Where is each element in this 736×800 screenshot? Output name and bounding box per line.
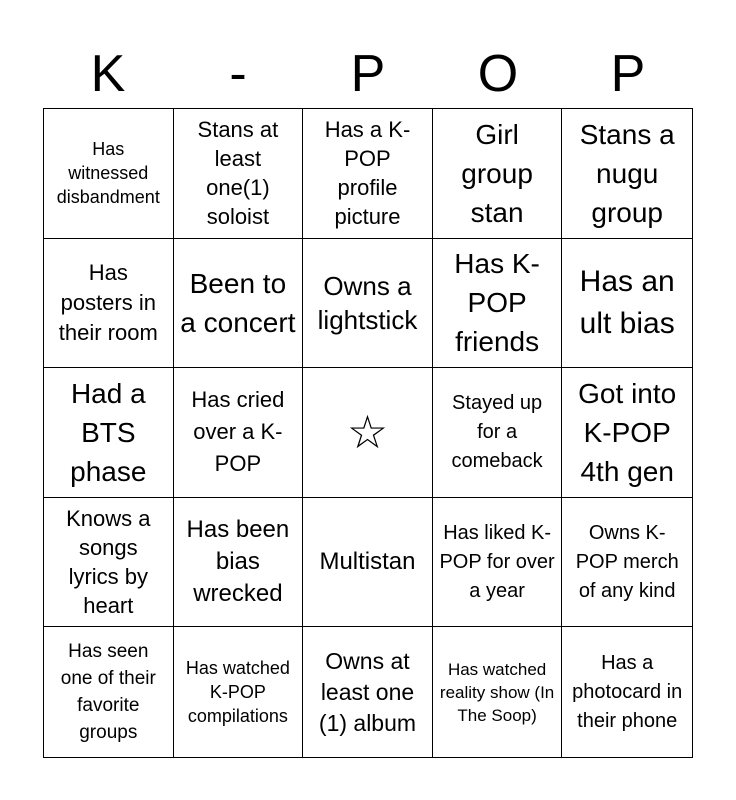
cell-label: Stayed up for a comeback [451, 391, 543, 472]
bingo-header [43, 40, 693, 108]
cell-label: Has watched reality show (In The Soop) [439, 659, 555, 725]
bingo-cell[interactable] [44, 498, 174, 628]
bingo-board [43, 108, 693, 758]
bingo-cell[interactable] [44, 109, 174, 239]
star-outline-icon: ☆ [346, 405, 389, 460]
cell-label: Got into K-POP 4th gen [578, 377, 677, 487]
bingo-cell[interactable] [44, 239, 174, 369]
bingo-cell[interactable] [303, 627, 433, 757]
cell-label: Multistan [319, 548, 416, 576]
bingo-cell[interactable] [562, 109, 692, 239]
cell-label: Has K-POP friends [454, 248, 540, 358]
cell-label: Knows a songs lyrics by heart [66, 506, 151, 619]
bingo-cell[interactable] [433, 239, 563, 369]
bingo-cell[interactable] [562, 239, 692, 369]
cell-label: Had a BTS phase [70, 377, 147, 487]
header-letter-o: O [477, 45, 519, 103]
cell-label: Has watched K-POP compilations [185, 658, 290, 727]
header-letter-p: P [350, 45, 386, 103]
bingo-cell[interactable] [303, 498, 433, 628]
cell-label: Has witnessed disbandment [56, 139, 160, 208]
bingo-cell[interactable] [303, 239, 433, 369]
cell-label: Has cried over a K-POP [191, 387, 285, 477]
bingo-cell[interactable] [174, 368, 304, 498]
cell-label: Girl group stan [461, 118, 533, 228]
bingo-cell[interactable] [562, 368, 692, 498]
bingo-cell[interactable] [174, 498, 304, 628]
cell-label: Stans at least one(1) soloist [197, 117, 279, 230]
cell-label: Owns a lightstick [317, 270, 418, 335]
header-letter-dash: - [229, 45, 247, 103]
cell-label: Has been bias wrecked [186, 516, 290, 608]
bingo-cell[interactable] [433, 368, 563, 498]
bingo-cell[interactable] [44, 368, 174, 498]
cell-label: Has liked K-POP for over a year [439, 521, 555, 602]
header-letter-p2: P [610, 45, 646, 103]
bingo-cell[interactable] [303, 109, 433, 239]
cell-label: Has a photocard in their phone [572, 651, 683, 732]
cell-label: Has a K-POP profile picture [324, 117, 411, 230]
bingo-cell[interactable] [562, 627, 692, 757]
cell-label: Has an ult bias [579, 264, 675, 340]
bingo-cell[interactable] [174, 109, 304, 239]
header-letter-k: K [90, 45, 126, 103]
free-space-cell[interactable] [303, 368, 433, 498]
cell-label: Stans a nugu group [579, 118, 675, 228]
bingo-cell[interactable] [433, 109, 563, 239]
cell-label: Owns K-POP merch of any kind [575, 521, 679, 602]
bingo-cell[interactable] [174, 627, 304, 757]
cell-label: Has seen one of their favorite groups [60, 641, 156, 744]
bingo-cell[interactable] [44, 627, 174, 757]
bingo-cell[interactable] [562, 498, 692, 628]
cell-label: Owns at least one (1) album [318, 647, 417, 736]
bingo-cell[interactable] [433, 498, 563, 628]
cell-label: Been to a concert [180, 267, 296, 338]
cell-label: Has posters in their room [58, 259, 158, 345]
bingo-cell[interactable] [433, 627, 563, 757]
bingo-cell[interactable] [174, 239, 304, 369]
